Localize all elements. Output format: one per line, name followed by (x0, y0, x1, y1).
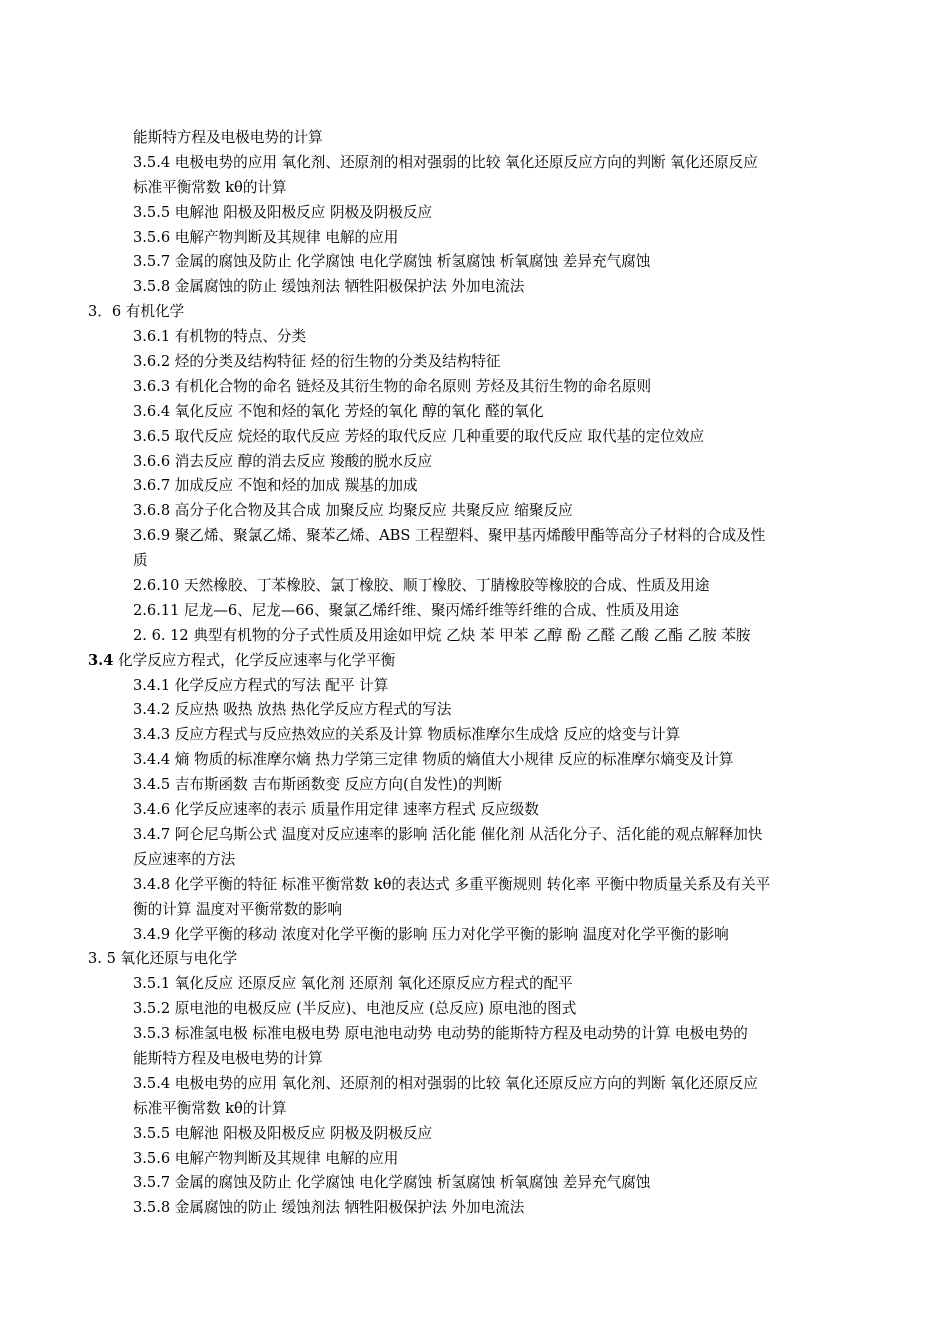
line-text: 3.5.5 电解池 阳极及阳极反应 阴极及阴极反应 (133, 203, 433, 221)
line-text: 3.6.9 聚乙烯、聚氯乙烯、聚苯乙烯、ABS 工程塑料、聚甲基丙烯酸甲酯等高分子材料的合成及性 (133, 527, 766, 545)
line-text: 能斯特方程及电极电势的计算 (133, 129, 323, 146)
line-text: 标准平衡常数 kθ的计算 (133, 1099, 287, 1117)
outline-item (0, 574, 950, 599)
outline-item (0, 375, 950, 400)
outline-item (0, 599, 950, 624)
line-text: 3.6.6 消去反应 醇的消去反应 羧酸的脱水反应 (133, 452, 433, 470)
line-text: 3.6.5 取代反应 烷烃的取代反应 芳烃的取代反应 几种重要的取代反应 取代基的定位效应 (133, 427, 705, 445)
line-text: 3.4.8 化学平衡的特征 标准平衡常数 kθ的表达式 多重平衡规则 转化率 平衡中物质量关系及有关平 (133, 875, 771, 893)
outline-item (0, 275, 950, 300)
outline-item (0, 201, 950, 226)
line-text: 3.4.5 吉布斯函数 吉布斯函数变 反应方向(自发性)的判断 (133, 776, 502, 794)
outline-item (0, 923, 950, 948)
outline-item (0, 1022, 950, 1047)
line-text: 反应速率的方法 (133, 850, 236, 868)
outline-item (0, 674, 950, 699)
outline-item (0, 474, 950, 499)
outline-item (0, 698, 950, 723)
outline-item (0, 997, 950, 1022)
outline-item (0, 549, 950, 574)
line-text: 2.6.11 尼龙—6、尼龙—66、聚氯乙烯纤维、聚丙烯纤维等纤维的合成、性质及用途 (133, 601, 679, 619)
outline-item (0, 350, 950, 375)
outline-item (0, 798, 950, 823)
line-text: 3. 5 氧化还原与电化学 (88, 950, 238, 968)
line-text: 3.4.7 阿仑尼乌斯公式 温度对反应速率的影响 活化能 催化剂 从活化分子、活化能的观点解释加快 (133, 825, 763, 843)
outline-item (0, 524, 950, 549)
line-text: 3.5.4 电极电势的应用 氧化剂、还原剂的相对强弱的比较 氧化还原反应方向的判断 氧化还原反应 (133, 1074, 758, 1092)
line-text: 3.6.4 氧化反应 不饱和烃的氧化 芳烃的氧化 醇的氧化 醛的氧化 (133, 402, 544, 420)
line-text: 3.5.5 电解池 阳极及阳极反应 阴极及阴极反应 (133, 1124, 433, 1142)
line-text: 3.5.4 电极电势的应用 氧化剂、还原剂的相对强弱的比较 氧化还原反应方向的判断 氧化还原反应 (133, 153, 758, 171)
outline-item (0, 1196, 950, 1221)
outline-item (0, 176, 950, 201)
outline-item (0, 898, 950, 923)
line-text: 3.5.3 标准氢电极 标准电极电势 原电池电动势 电动势的能斯特方程及电动势的计算 电极电势的 (133, 1025, 748, 1043)
line-text: 2. 6. 12 典型有机物的分子式性质及用途如甲烷 乙炔 苯 甲苯 乙醇 酚 乙醛 乙酸 乙酯 乙胺 苯胺 (133, 626, 751, 644)
outline-item (0, 400, 950, 425)
line-text: 3.4.3 反应方程式与反应热效应的关系及计算 物质标准摩尔生成焓 反应的焓变与计算 (133, 726, 681, 744)
outline-item (0, 126, 950, 151)
line-text: 质 (133, 552, 148, 570)
outline-item (0, 748, 950, 773)
section-heading (0, 649, 950, 674)
line-text: 3.5.2 原电池的电极反应 (半反应)、电池反应 (总反应) 原电池的图式 (133, 1000, 577, 1018)
outline-item (0, 1097, 950, 1122)
line-text: 标准平衡常数 kθ的计算 (133, 178, 287, 196)
line-text: 3.5.6 电解产物判断及其规律 电解的应用 (133, 228, 399, 246)
outline-item (0, 151, 950, 176)
line-text: 3.4.9 化学平衡的移动 浓度对化学平衡的影响 压力对化学平衡的影响 温度对化学平衡的影响 (133, 925, 729, 943)
outline-item (0, 873, 950, 898)
line-text: 3.5.7 金属的腐蚀及防止 化学腐蚀 电化学腐蚀 析氢腐蚀 析氧腐蚀 差异充气腐蚀 (133, 1174, 651, 1192)
line-text: 3.6.2 烃的分类及结构特征 烃的衍生物的分类及结构特征 (133, 353, 501, 371)
line-text: 3.4.6 化学反应速率的表示 质量作用定律 速率方程式 反应级数 (133, 801, 539, 819)
line-text: 3.6.1 有机物的特点、分类 (133, 328, 307, 346)
line-text: 能斯特方程及电极电势的计算 (133, 1049, 323, 1067)
outline-item (0, 450, 950, 475)
outline-item (0, 499, 950, 524)
document-body (0, 126, 950, 1221)
outline-item (0, 1122, 950, 1147)
outline-item (0, 848, 950, 873)
outline-item (0, 1047, 950, 1072)
line-text: 3.5.8 金属腐蚀的防止 缓蚀剂法 牺牲阳极保护法 外加电流法 (133, 278, 525, 296)
outline-item (0, 1171, 950, 1196)
outline-item (0, 325, 950, 350)
line-text: 3.6.8 高分子化合物及其合成 加聚反应 均聚反应 共聚反应 缩聚反应 (133, 502, 573, 520)
line-text: 3.5.7 金属的腐蚀及防止 化学腐蚀 电化学腐蚀 析氢腐蚀 析氧腐蚀 差异充气腐蚀 (133, 253, 651, 271)
line-text: 3.6.3 有机化合物的命名 链烃及其衍生物的命名原则 芳烃及其衍生物的命名原则 (133, 377, 652, 395)
outline-item (0, 773, 950, 798)
line-text: 3.4.2 反应热 吸热 放热 热化学反应方程式的写法 (133, 701, 452, 719)
line-text: 3.4.1 化学反应方程式的写法 配平 计算 (133, 676, 389, 694)
outline-item (0, 972, 950, 997)
line-text: 化学反应方程式，化学反应速率与化学平衡 (113, 651, 396, 669)
line-text: 3.5.6 电解产物判断及其规律 电解的应用 (133, 1149, 399, 1167)
outline-item (0, 823, 950, 848)
section-number: 3.4 (88, 651, 114, 669)
line-text: 2.6.10 天然橡胶、丁苯橡胶、氯丁橡胶、顺丁橡胶、丁腈橡胶等橡胶的合成、性质及用途 (133, 577, 710, 595)
line-text: 3.5.8 金属腐蚀的防止 缓蚀剂法 牺牲阳极保护法 外加电流法 (133, 1199, 525, 1217)
outline-item (0, 250, 950, 275)
outline-item (0, 624, 950, 649)
line-text: 3.5.1 氧化反应 还原反应 氧化剂 还原剂 氧化还原反应方程式的配平 (133, 975, 573, 993)
line-text: 3.6.7 加成反应 不饱和烃的加成 羰基的加成 (133, 477, 418, 495)
outline-item (0, 1147, 950, 1172)
section-heading (0, 947, 950, 972)
line-text: 3.4.4 熵 物质的标准摩尔熵 热力学第三定律 物质的熵值大小规律 反应的标准摩尔熵变及计算 (133, 751, 734, 769)
section-heading (0, 300, 950, 325)
line-text: 3．6 有机化学 (88, 303, 185, 321)
outline-item (0, 1072, 950, 1097)
line-text: 衡的计算 温度对平衡常数的影响 (133, 900, 342, 918)
outline-item (0, 226, 950, 251)
outline-item (0, 723, 950, 748)
outline-item (0, 425, 950, 450)
